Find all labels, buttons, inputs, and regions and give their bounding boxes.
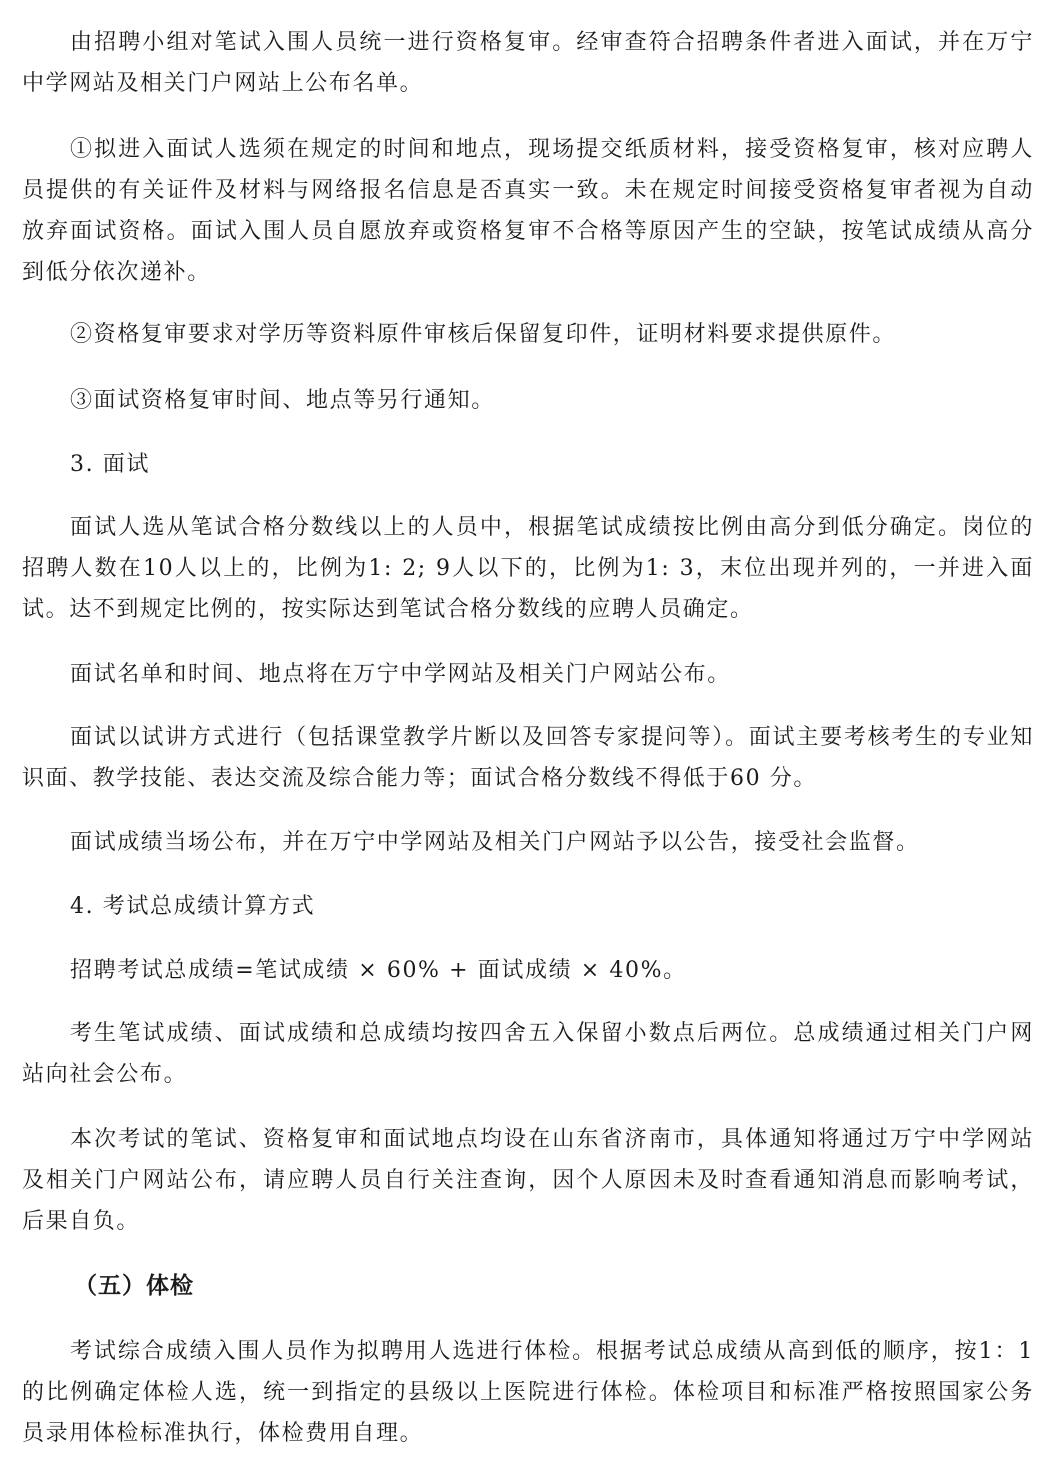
subheading-interview: 3. 面试 bbox=[70, 452, 150, 477]
paragraph-interview-format: 面试以试讲方式进行（包括课堂教学片断以及回答专家提问等）。面试主要考核考生的专业知识面、教学技能、表达交流及综合能力等；面试合格分数线不得低于60 分。 bbox=[22, 725, 1034, 791]
paragraph-score-rounding: 考生笔试成绩、面试成绩和总成绩均按四舍五入保留小数点后两位。总成绩通过相关门户网站向社会公布。 bbox=[22, 1021, 1034, 1087]
paragraph-score-formula: 招聘考试总成绩=笔试成绩 × 60% + 面试成绩 × 40%。 bbox=[70, 958, 687, 983]
paragraph-review-rule-3: ③面试资格复审时间、地点等另行通知。 bbox=[70, 388, 495, 413]
paragraph-exam-location: 本次考试的笔试、资格复审和面试地点均设在山东省济南市，具体通知将通过万宁中学网站及相关门户网站公布，请应聘人员自行关注查询，因个人原因未及时查看通知消息而影响考试，后果自负。 bbox=[22, 1127, 1034, 1234]
section-heading-physical-exam: （五）体检 bbox=[74, 1273, 194, 1299]
paragraph-interview-results: 面试成绩当场公布，并在万宁中学网站及相关门户网站予以公告，接受社会监督。 bbox=[70, 830, 920, 855]
subheading-total-score: 4. 考试总成绩计算方式 bbox=[70, 894, 316, 919]
paragraph-qualification-review: 由招聘小组对笔试入围人员统一进行资格复审。经审查符合招聘条件者进入面试，并在万宁中学网站及相关门户网站上公布名单。 bbox=[22, 30, 1034, 96]
paragraph-review-rule-1: ①拟进入面试人选须在规定的时间和地点，现场提交纸质材料，接受资格复审，核对应聘人员提供的有关证件及材料与网络报名信息是否真实一致。未在规定时间接受资格复审者视为自动放弃面试资格。面试入围人员自愿放弃或资格复审不合格等原因产生的空缺，按笔试成绩从高分到低分依次递补。 bbox=[22, 137, 1034, 285]
paragraph-interview-list: 面试名单和时间、地点将在万宁中学网站及相关门户网站公布。 bbox=[70, 662, 731, 687]
paragraph-interview-selection: 面试人选从笔试合格分数线以上的人员中，根据笔试成绩按比例由高分到低分确定。岗位的招聘人数在10人以上的，比例为1: 2; 9人以下的，比例为1: 3，末位出现并列的，一并进入面试。达不到规定比例的，按实际达到笔试合格分数线的应聘人员确定。 bbox=[22, 515, 1034, 622]
paragraph-review-rule-2: ②资格复审要求对学历等资料原件审核后保留复印件，证明材料要求提供原件。 bbox=[70, 322, 897, 347]
paragraph-physical-exam: 考试综合成绩入围人员作为拟聘用人选进行体检。根据考试总成绩从高到低的顺序，按1：1 的比例确定体检人选，统一到指定的县级以上医院进行体检。体检项目和标准严格按照国家公务员录用体检标准执行，体检费用自理。 bbox=[22, 1339, 1034, 1446]
